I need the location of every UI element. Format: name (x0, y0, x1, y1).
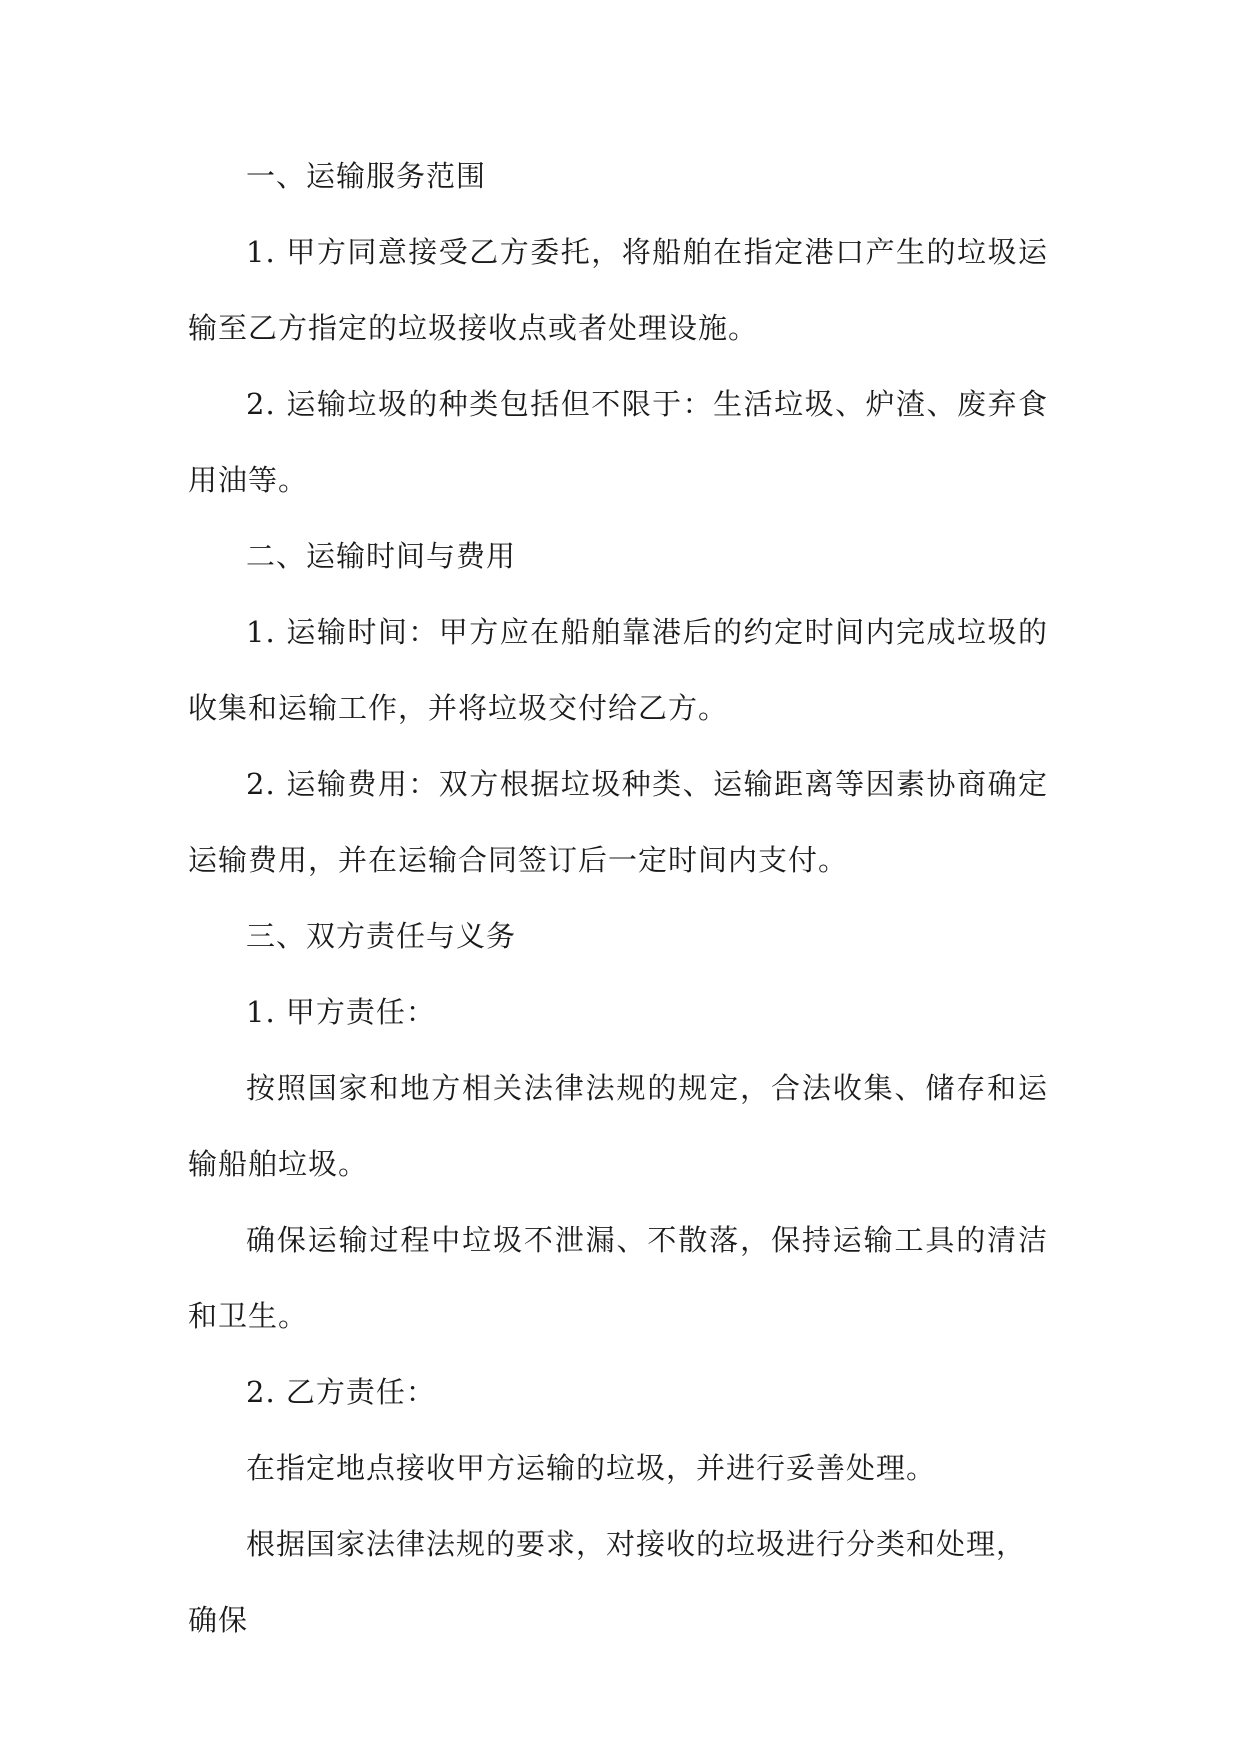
section-heading-2: 二、运输时间与费用 (246, 539, 517, 573)
document-body (188, 138, 1048, 1658)
clause-2-1: 1. 运输时间：甲方应在船舶靠港后的约定时间内完成垃圾的收集和运输工作，并将垃圾交付给乙方。 (188, 615, 1048, 725)
clause-1-2: 2. 运输垃圾的种类包括但不限于：生活垃圾、炉渣、废弃食用油等。 (188, 387, 1048, 497)
section-heading-3: 三、双方责任与义务 (246, 919, 517, 953)
clause-3-2-item-1: 在指定地点接收甲方运输的垃圾，并进行妥善处理。 (246, 1451, 937, 1485)
section-heading-1: 一、运输服务范围 (246, 159, 487, 193)
clause-3-1-title: 1. 甲方责任： (246, 995, 436, 1029)
clause-3-2-item-2: 根据国家法律法规的要求，对接收的垃圾进行分类和处理，确保 (188, 1527, 1027, 1637)
clause-3-1-item-1: 按照国家和地方相关法律法规的规定，合法收集、储存和运输船舶垃圾。 (188, 1071, 1048, 1181)
clause-3-1-item-2: 确保运输过程中垃圾不泄漏、不散落，保持运输工具的清洁和卫生。 (188, 1223, 1048, 1333)
clause-2-2: 2. 运输费用：双方根据垃圾种类、运输距离等因素协商确定运输费用，并在运输合同签订后一定时间内支付。 (188, 767, 1048, 877)
clause-3-2-title: 2. 乙方责任： (246, 1375, 436, 1409)
clause-1-1: 1. 甲方同意接受乙方委托，将船舶在指定港口产生的垃圾运输至乙方指定的垃圾接收点或者处理设施。 (188, 235, 1048, 345)
